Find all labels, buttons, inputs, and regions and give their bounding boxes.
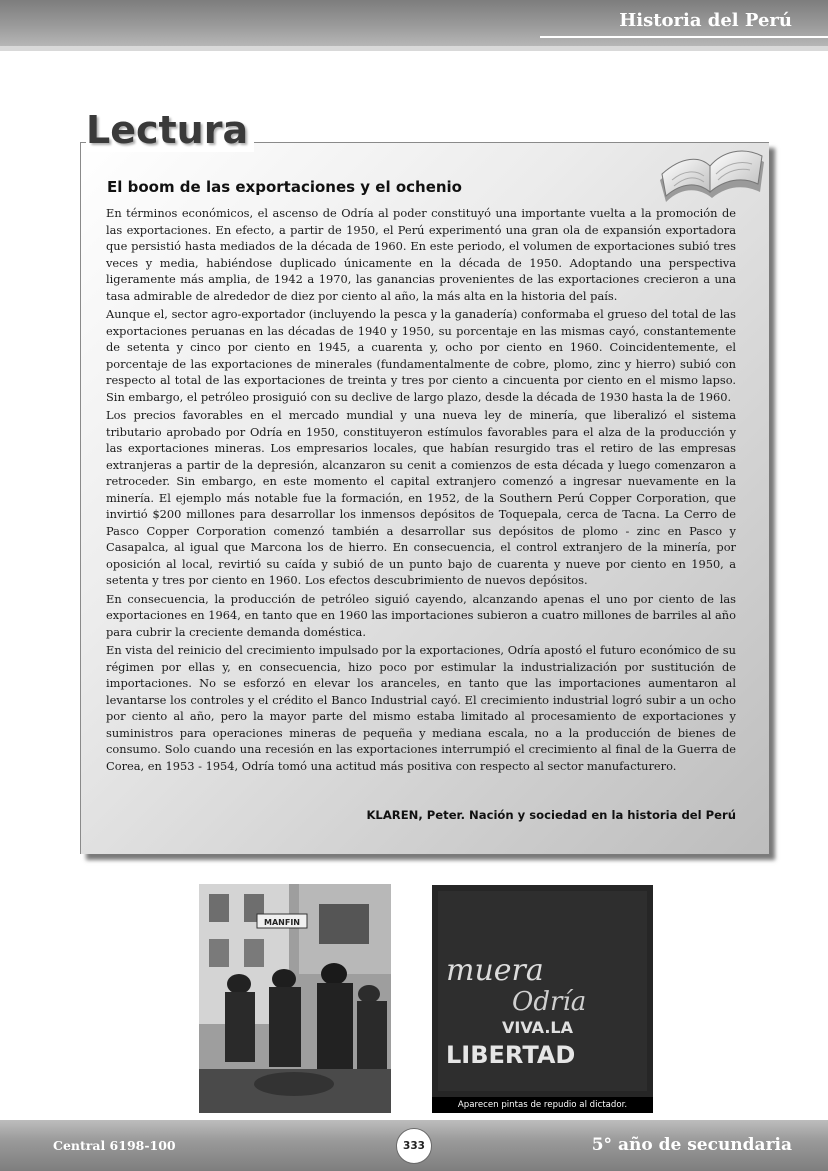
footer-phone: Central 6198-100 (53, 1138, 176, 1153)
page-number: 333 (396, 1128, 432, 1164)
header-line (0, 46, 828, 51)
section-title: Lectura (86, 108, 254, 152)
reading-paragraph: En vista del reinicio del crecimiento impulsado por la exportaciones, Odría apostó el futuro económico de su régimen por ellas y, en consecuencia, hizo poco por estimular la industrialización por sustitución de importaciones. No se esforzó en elevar los aranceles, en tanto que las importaciones aumentaron al levantarse los controles y el crédito el Banco Industrial cayó. El crecimiento industrial logró subir a un ocho por ciento al año, pero la mayor parte del mismo estaba limitado al procesamiento de exportaciones y suministros para operaciones mineras de pequeña y mediana escala, no a la producción de bienes de consumo. Solo cuando una recesión en las exportaciones interrumpió el crecimiento al final de la Guerra de Corea, en 1953 - 1954, Odría tomó una actitud más positiva con respecto al sector manufacturero. (106, 643, 736, 773)
reading-paragraph: En consecuencia, la producción de petróleo siguió cayendo, alcanzando apenas el uno por ciento de las exportaciones en 1964, en tanto que en 1960 las importaciones subieron a cuatro millones de barriles al año para cubrir la creciente demanda doméstica. (106, 591, 736, 639)
header-rule (540, 36, 828, 38)
footer-grade: 5° año de secundaria (591, 1135, 792, 1155)
graffiti-odria: Odría (512, 987, 587, 1017)
citation: KLAREN, Peter. Nación y sociedad en la historia del Perú (366, 808, 736, 822)
graffiti-muera: muera (446, 953, 544, 988)
reading-paragraph: Aunque el, sector agro-exportador (incluyendo la pesca y la ganadería) conformaba el grueso del total de las exportaciones peruanas en las décadas de 1940 y 1950, su porcentaje en las mismas cayó, constantemente de setenta y cinco por ciento en 1945, a cuarenta y, ocho por ciento en 1960. Coincidentemente, el porcentaje de las exportaciones de minerales (fundamentalmente de cobre, plomo, zinc y hierro) subió con respecto al total de las exportaciones de treinta y tres por ciento a cincuenta por ciento en el mismo lapso. Sin embargo, el petróleo prosiguió con su declive de largo plazo, desde la década de 1930 hasta la de 1960. (106, 307, 736, 404)
photo-caption: Aparecen pintas de repudio al dictador. (432, 1097, 653, 1113)
photo-police-street (199, 884, 391, 1113)
photo-police-illustration (199, 884, 391, 1113)
reading-paragraph: En términos económicos, el ascenso de Odría al poder constituyó una importante vuelta a la promoción de las exportaciones. En efecto, a partir de 1950, el Perú experimentó una gran ola de expansión exportadora que persistió hasta mediados de la década de 1960. En este periodo, el volumen de exportaciones subió tres veces y media, habiéndose duplicado únicamente en la década de 1950. Adoptando una perspectiva ligeramente más amplia, de 1942 a 1970, las ganancias provenientes de las exportaciones crecieron a una tasa admirable de alrededor de diez por ciento al año, la más alta en la historia del país. (106, 206, 736, 303)
photo-sign-text: MANFIN (264, 918, 300, 927)
graffiti-libertad: LIBERTAD (446, 1041, 576, 1069)
reading-heading: El boom de las exportaciones y el ochenio (107, 178, 462, 196)
reading-body (106, 205, 736, 776)
photo-graffiti-illustration (432, 885, 653, 1097)
header-title: Historia del Perú (619, 10, 792, 31)
photo-graffiti (432, 885, 653, 1113)
open-book-icon (652, 122, 770, 212)
reading-paragraph: Los precios favorables en el mercado mundial y una nueva ley de minería, que liberalizó el sistema tributario aprobado por Odría en 1950, constituyeron estímulos favorables para el alza de la producción y las exportaciones mineras. Los empresarios locales, que habían resurgido tras el retiro de las empresas extranjeras a partir de la depresión, alcanzaron su cenit a comienzos de esta década y luego comenzaron a retroceder. Sin embargo, en este momento el capital extranjero comenzó a ingresar nuevamente en la minería. El ejemplo más notable fue la formación, en 1952, de la Southern Perú Copper Corporation, que invirtió $200 millones para desarrollar los inmensos depósitos de Toquepala, cerca de Tacna. La Cerro de Pasco Copper Corporation comenzó también a desarrollar sus depósitos de plomo - zinc en Pasco y Casapalca, al igual que Marcona los de hierro. En consecuencia, el control extranjero de la minería, por oposición al local, revirtió su caída y subió de un punto bajo de cuarenta y nueve por ciento en 1950, a setenta y tres por ciento en 1960. Los efectos descubrimiento de nuevos depósitos. (106, 408, 736, 587)
graffiti-viva-la: VIVA.LA (502, 1018, 573, 1037)
